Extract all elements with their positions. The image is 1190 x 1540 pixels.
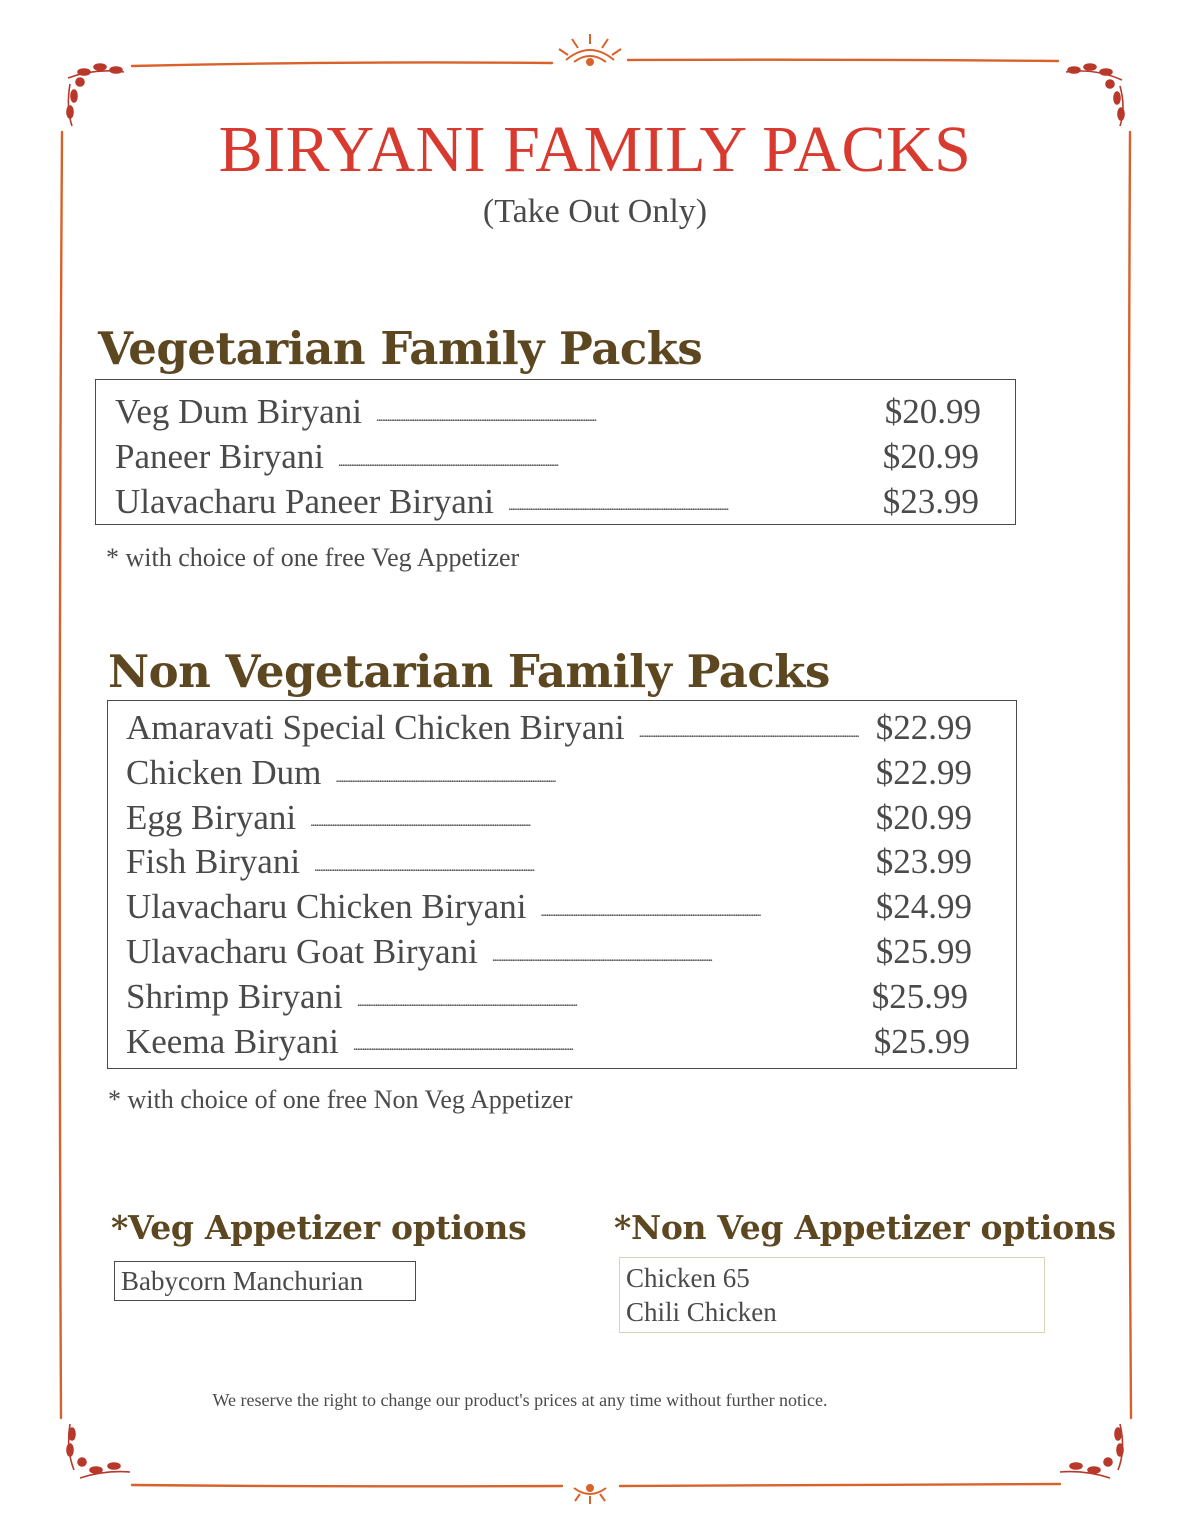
menu-item	[126, 930, 972, 975]
appetizer-option: Babycorn Manchurian	[121, 1266, 364, 1296]
menu-item	[126, 1020, 972, 1065]
price-disclaimer: We reserve the right to change our product's prices at any time without further notice.	[212, 1390, 828, 1410]
veg-appetizer-options-box	[114, 1261, 416, 1301]
menu-item	[126, 885, 972, 930]
menu-item	[115, 480, 981, 525]
menu-item-price: $20.99	[882, 436, 979, 476]
menu-item-price: $25.99	[871, 976, 968, 1016]
veg-appetizer-note: * with choice of one free Veg Appetizer	[106, 543, 520, 572]
menu-item-price: $20.99	[875, 797, 972, 837]
menu-item	[126, 796, 972, 841]
dot-leader	[338, 435, 875, 480]
menu-item	[126, 975, 972, 1020]
dot-leader	[540, 885, 867, 930]
menu-item	[126, 840, 972, 885]
dot-leader	[639, 706, 868, 751]
dot-leader	[357, 975, 864, 1020]
veg-menu-box	[95, 379, 1016, 525]
corner-ornament-bottom-right	[1060, 1424, 1123, 1478]
menu-item-name: Ulavacharu Paneer Biryani	[115, 481, 495, 521]
menu-item-name: Egg Biryani	[126, 797, 297, 837]
page-title: BIRYANI FAMILY PACKS	[218, 113, 972, 186]
dot-leader	[508, 480, 875, 525]
menu-item-price: $25.99	[875, 931, 972, 971]
menu-item-name: Veg Dum Biryani	[115, 392, 362, 431]
menu-item-name: Shrimp Biryani	[126, 976, 343, 1016]
veg-section-title: Vegetarian Family Packs	[98, 322, 703, 375]
menu-item	[126, 751, 972, 796]
dot-leader	[353, 1020, 866, 1065]
menu-item-name: Paneer Biryani	[115, 436, 324, 476]
menu-item-price: $25.99	[873, 1021, 970, 1061]
menu-item-price: $23.99	[875, 842, 972, 882]
menu-item-price: $22.99	[875, 752, 972, 792]
appetizer-option: Chicken 65	[626, 1263, 750, 1293]
menu-item-name: Ulavacharu Chicken Biryani	[126, 887, 527, 927]
nonveg-appetizer-options-box	[619, 1257, 1045, 1333]
menu-item-price: $23.99	[882, 481, 979, 521]
corner-ornament-bottom-left	[67, 1424, 130, 1478]
menu-item-name: Amaravati Special Chicken Biryani	[126, 708, 625, 747]
menu-item-name: Fish Biryani	[126, 842, 301, 882]
menu-item	[126, 706, 972, 751]
dot-leader	[492, 930, 868, 975]
page-subtitle: (Take Out Only)	[482, 193, 708, 230]
nonveg-appetizer-note: * with choice of one free Non Veg Appetizer	[108, 1085, 573, 1114]
sun-ornament-top	[559, 34, 621, 65]
nonveg-section-title: Non Vegetarian Family Packs	[108, 645, 830, 698]
menu-item-price: $20.99	[884, 392, 981, 431]
menu-item-price: $22.99	[875, 708, 972, 747]
dot-leader	[376, 390, 877, 435]
nonveg-appetizer-options-title: *Non Veg Appetizer options	[614, 1208, 1116, 1247]
dot-leader	[310, 796, 868, 841]
menu-item-price: $24.99	[875, 887, 972, 927]
sun-ornament-bottom	[574, 1485, 606, 1504]
dot-leader	[314, 840, 868, 885]
menu-item-name: Ulavacharu Goat Biryani	[126, 931, 478, 971]
menu-item	[115, 435, 981, 480]
menu-item-name: Chicken Dum	[126, 752, 322, 792]
appetizer-option: Chili Chicken	[626, 1297, 777, 1327]
dot-leader	[335, 751, 867, 796]
veg-appetizer-options-title: *Veg Appetizer options	[111, 1208, 527, 1247]
nonveg-menu-box	[107, 700, 1017, 1069]
menu-item-name: Keema Biryani	[126, 1021, 339, 1061]
menu-item	[115, 390, 981, 435]
